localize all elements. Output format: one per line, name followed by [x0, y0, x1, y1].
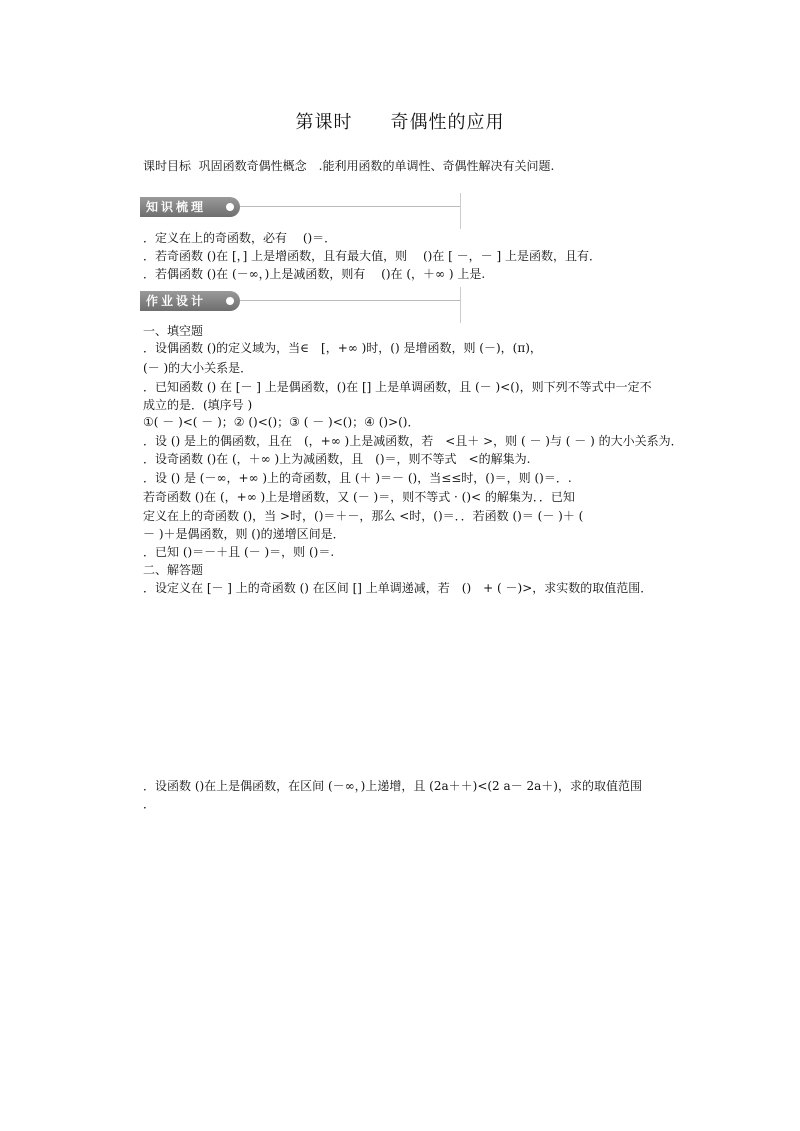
question-line: ．设奇函数 ()在 (，＋∞ )上为减函数，且 ()＝，则不等式 <的解集为.: [143, 452, 531, 466]
bullet-dot-icon: [226, 203, 234, 211]
question-line: 定义在上的奇函数 ()，当 >时，()＝＋－，那么 <时，()＝．．若函数 ()＝ (－ )＋ (: [143, 509, 584, 523]
divider: [460, 193, 461, 229]
section-banner-knowledge: [140, 193, 462, 229]
question-line: ．设 () 是 (－∞，+∞ )上的奇函数，且 (＋ )＝－ ()，当≤≤时，()＝，则 ()＝．.: [143, 471, 572, 485]
question-line: － )＋是偶函数，则 ()的递增区间是．: [143, 527, 345, 541]
question-line: ．已知 ()＝－＋且 (－ )＝，则 ()＝.: [143, 545, 335, 559]
divider: [240, 206, 460, 207]
bullet-dot-icon: [226, 297, 234, 305]
knowledge-item-3: ．若偶函数 ()在 (－∞，)上是减函数，则有 ()在 (，＋∞ ) 上是.: [143, 267, 486, 281]
question-line: ．: [143, 797, 156, 811]
knowledge-item-2: ．若奇函数 ()在 [，] 上是增函数，且有最大值，则 ()在 [ －，－ ] 上是函数，且有．: [143, 249, 601, 263]
question-line: ．设函数 ()在上是偶函数，在区间 (－∞，)上递增，且 (2a＋＋)<(2 a－ 2a＋)，求的取值范围: [143, 779, 642, 793]
page-title: 第课时 奇偶性的应用: [295, 112, 505, 133]
section-heading-solve: 二、解答题: [143, 563, 204, 577]
knowledge-item-1: ．定义在上的奇函数，必有 ()＝．: [143, 231, 337, 245]
question-line: 成立的是．(填序号 ): [143, 398, 253, 412]
question-line: ．设 () 是上的偶函数，且在 (，+∞ )上是减函数，若 <且＋ >，则 ( － )与 ( － ) 的大小关系为．: [143, 434, 683, 448]
banner-label: 知识梳理: [140, 197, 240, 217]
section-heading-fill-blank: 一、填空题: [143, 324, 204, 338]
divider: [460, 287, 461, 323]
question-line: ①( － )<( － )；② ()<()；③ ( － )<()；④ ()>()．: [143, 415, 420, 429]
divider: [240, 300, 460, 301]
question-line: 若奇函数 ()在 (，+∞ )上是增函数，又 (－ )＝，则不等式 · ()< 的解集为．．已知: [143, 490, 575, 504]
question-line: ．设定义在 [－ ] 上的奇函数 () 在区间 [] 上单调递减，若 () + ( －)>，求实数的取值范围．: [143, 581, 653, 595]
banner-label: 作业设计: [140, 291, 240, 311]
question-line: (－ )的大小关系是．: [143, 361, 253, 375]
question-line: ．设偶函数 ()的定义域为，当∈ [，+∞ )时，() 是增函数，则 (－)，(π)，: [143, 341, 542, 355]
question-line: ．已知函数 () 在 [－ ] 上是偶函数，()在 [] 上是单调函数，且 (－ )<()，则下列不等式中一定不: [143, 380, 652, 394]
lesson-objective: 课时目标 巩固函数奇偶性概念 .能利用函数的单调性、奇偶性解决有关问题.: [143, 159, 555, 173]
section-banner-homework: [140, 287, 462, 323]
